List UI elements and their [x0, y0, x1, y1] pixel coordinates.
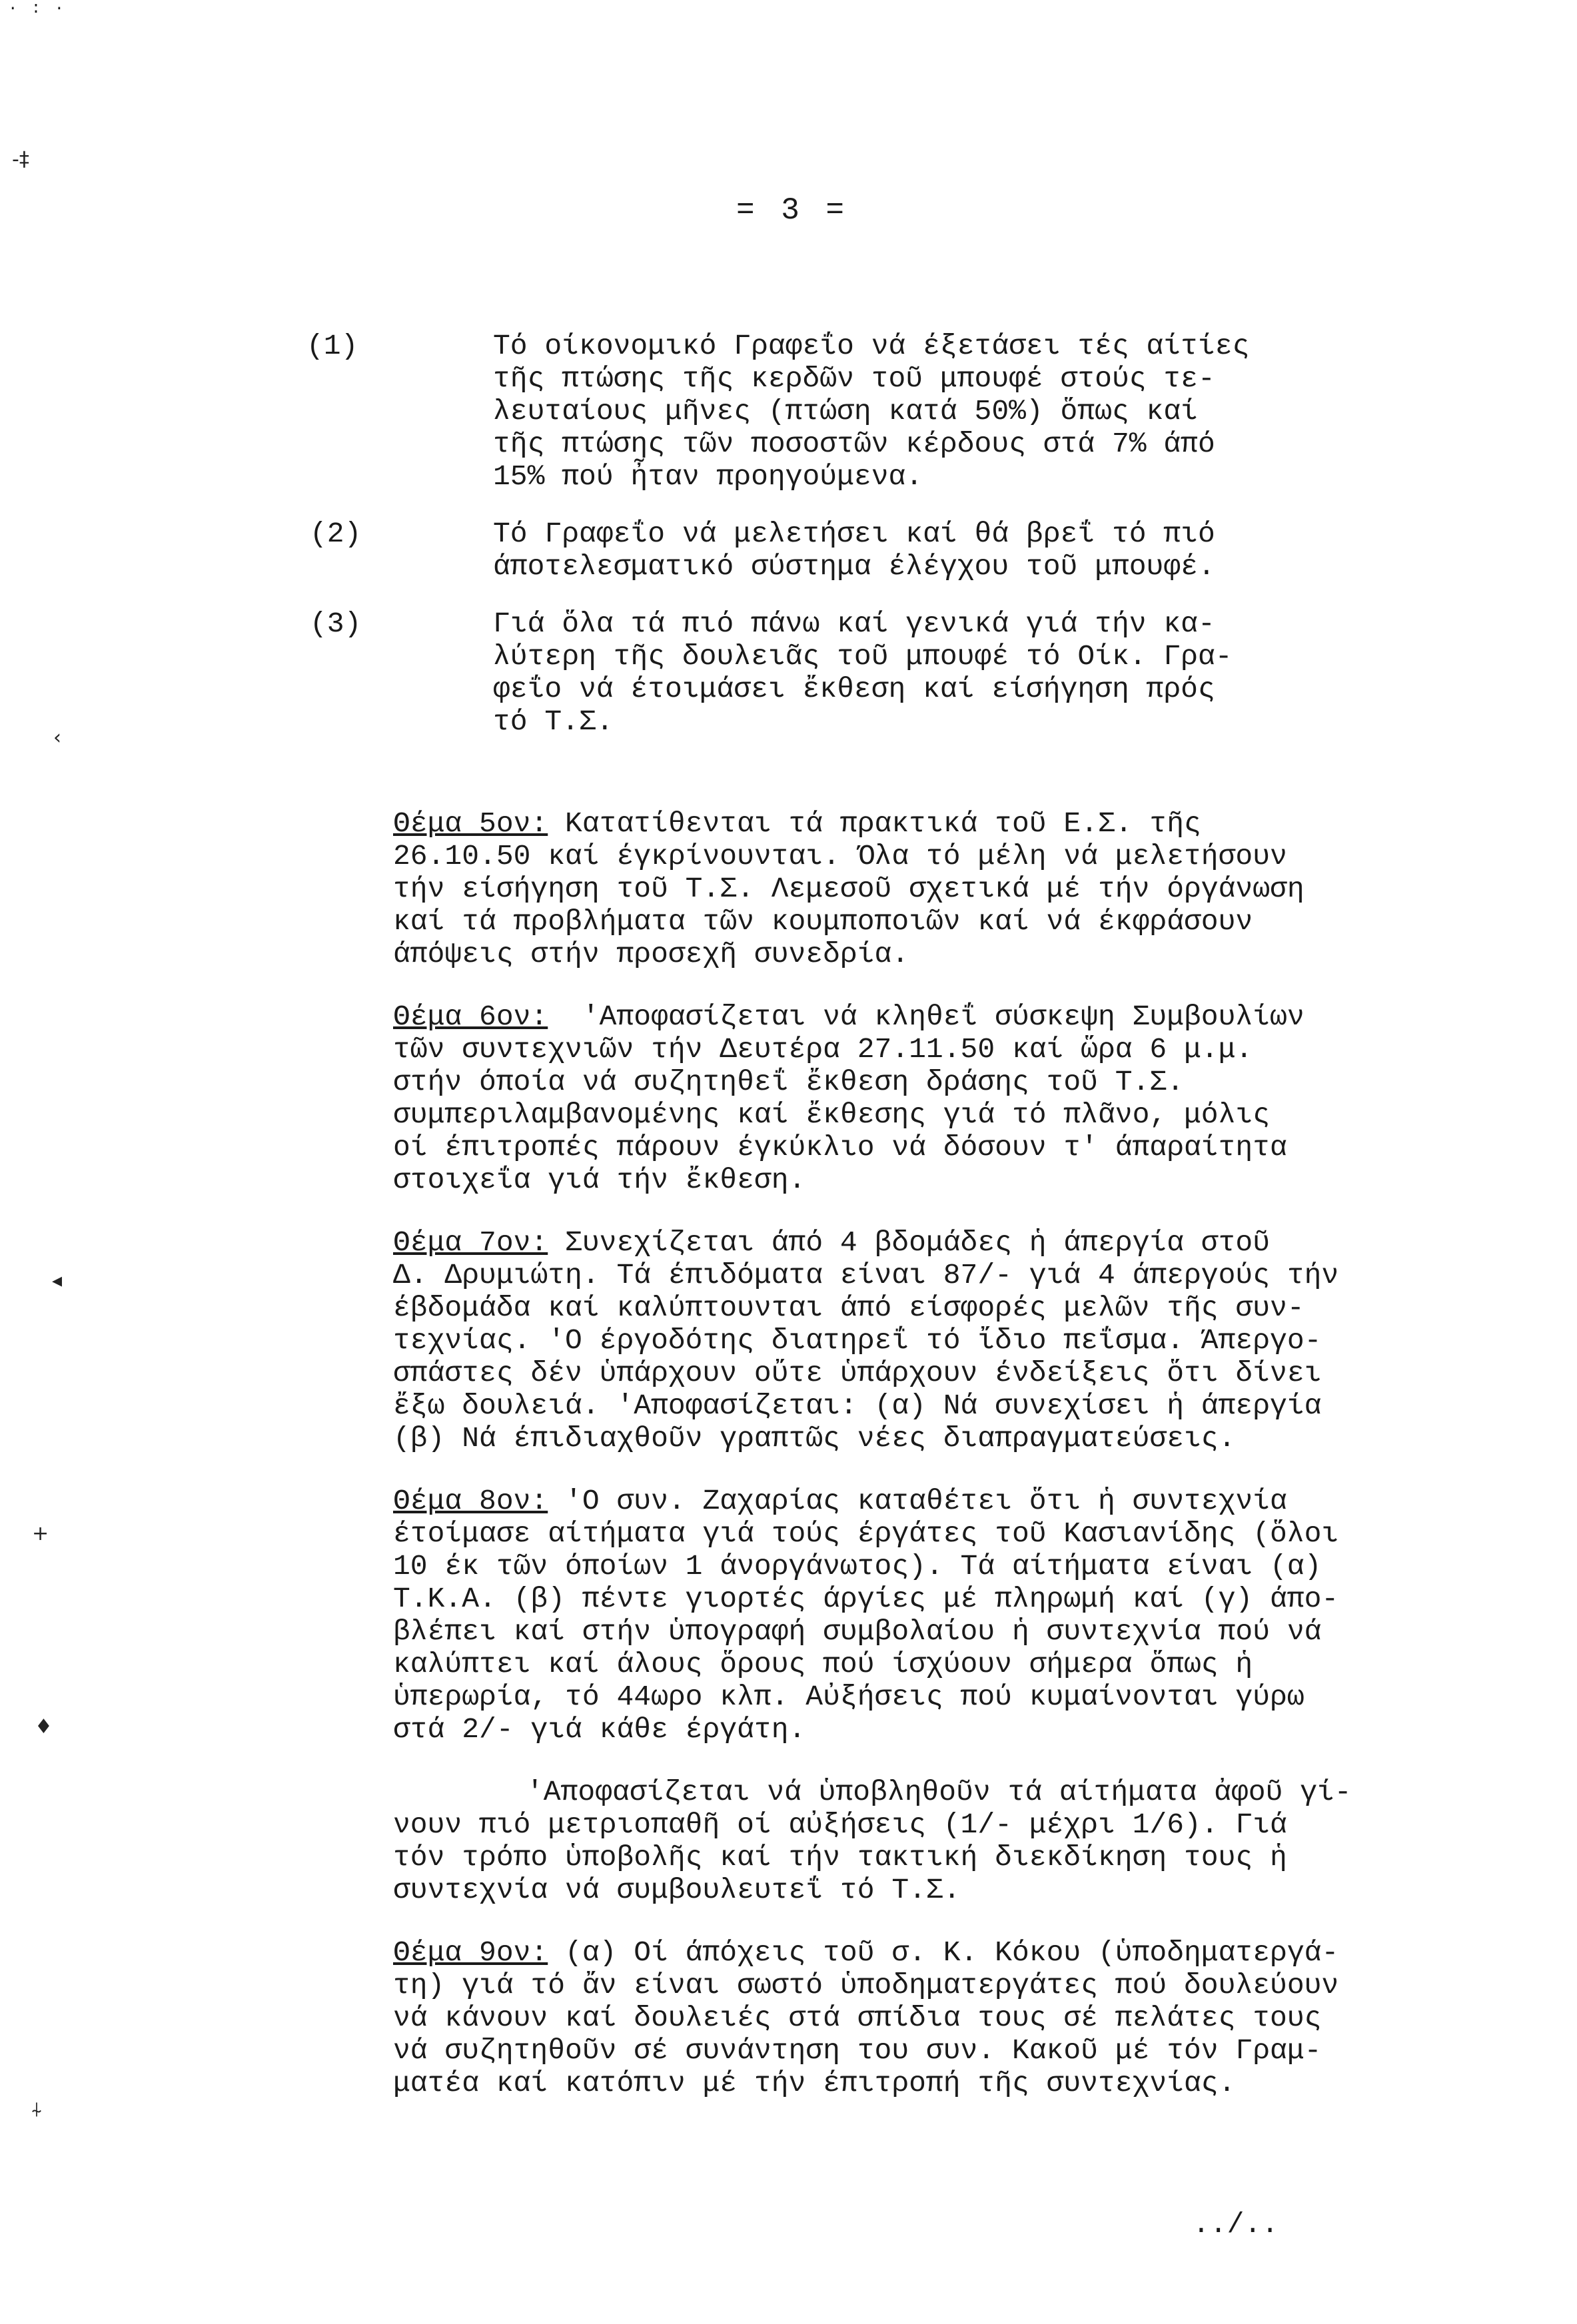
- binder-hole-mark: ⍭: [31, 2098, 43, 2122]
- theme-line: 10 έκ τῶν όποίων 1 άνοργάνωτος). Τά αίτήματα είναι (α): [393, 1550, 1322, 1583]
- document-body: [306, 330, 1539, 738]
- theme-7: [393, 1226, 1539, 1455]
- theme-first-line: Συνεχίζεται άπό 4 βδομάδες ἡ άπεργία στοῦ: [548, 1226, 1271, 1259]
- theme-line: σπάστες δέν ὑπάρχουν οὔτε ὑπάρχουν ένδείξεις ὅτι δίνει: [393, 1357, 1322, 1389]
- theme-line: ματέα καί κατόπιν μέ τήν έπιτροπή τῆς συντεχνίας.: [393, 2067, 1236, 2100]
- theme-line: νουν πιό μετριοπαθῆ οί αὐξήσεις (1/- μέχρι 1/6). Γιά: [393, 1808, 1287, 1841]
- theme-label: Θέμα 7ον:: [393, 1226, 548, 1259]
- theme-line: τόν τρόπο ὑποβολῆς καί τήν τακτική διεκδίκηση τους ἡ: [393, 1841, 1287, 1874]
- themes-section: [393, 807, 1539, 2100]
- binder-hole-mark: ◂: [52, 1269, 63, 1292]
- corner-marks: · : ·: [8, 0, 67, 18]
- item-line: λευταίους μῆνες (πτώση κατά 50%) ὅπως καί: [493, 395, 1198, 428]
- theme-line: βλέπει καί στήν ὑπογραφή συμβολαίου ἡ συντεχνία πού νά: [393, 1615, 1322, 1648]
- continuation-mark: ../..: [1193, 2208, 1279, 2241]
- theme-line: Τ.Κ.Α. (β) πέντε γιορτές άργίες μέ πληρωμή καί (γ) άπο-: [393, 1583, 1339, 1615]
- theme-first-line: (α) Οί άπόχεις τοῦ σ. Κ. Κόκου (ὑποδηματεργά-: [548, 1936, 1339, 1969]
- theme-line: τῶν συντεχνιῶν τήν Δευτέρα 27.11.50 καί ὥρα 6 μ.μ.: [393, 1033, 1253, 1066]
- item-number: (1): [306, 330, 358, 362]
- item-line: λύτερη τῆς δουλειᾶς τοῦ μπουφέ τό Οίκ. Γρα-: [493, 640, 1233, 673]
- item-number: (2): [310, 518, 362, 550]
- theme-line: συντεχνία νά συμβουλευτεΐ τό Τ.Σ.: [393, 1874, 961, 1906]
- page-number: = 3 =: [736, 193, 849, 228]
- item-number: (3): [310, 607, 362, 640]
- theme-line: (β) Νά έπιδιαχθοῦν γραπτῶς νέες διαπραγματεύσεις.: [393, 1422, 1236, 1455]
- theme-6: [393, 1000, 1539, 1196]
- binder-hole-mark: -‡: [12, 148, 29, 171]
- theme-line: τεχνίας. 'Ο έργοδότης διατηρεΐ τό ἴδιο πεΐσμα. Άπεργο-: [393, 1324, 1322, 1357]
- theme-line: άπόψεις στήν προσεχῆ συνεδρία.: [393, 938, 909, 970]
- item-line: φεΐο νά έτοιμάσει ἔκθεση καί είσήγηση πρός: [493, 673, 1215, 705]
- theme-line: νά κάνουν καί δουλειές στά σπίδια τους σέ πελάτες τους: [393, 2002, 1322, 2034]
- theme-line: τη) γιά τό ἄν είναι σωστό ὑποδηματεργάτες πού δουλεύουν: [393, 1969, 1339, 2002]
- theme-line: ὑπερωρία, τό 44ωρο κλπ. Αὐξήσεις πού κυμαίνονται γύρω: [393, 1681, 1305, 1713]
- list-item-2: [310, 518, 1539, 583]
- theme-label: Θέμα 5ον:: [393, 807, 548, 840]
- theme-line: στοιχεΐα γιά τήν ἔκθεση.: [393, 1164, 806, 1196]
- theme-line: συμπεριλαμβανομένης καί ἔκθεσης γιά τό πλᾶνο, μόλις: [393, 1098, 1271, 1131]
- theme-9: [393, 1936, 1539, 2100]
- theme-line: έτοίμασε αίτήματα γιά τούς έργάτες τοῦ Κασιανίδης (ὅλοι: [393, 1517, 1339, 1550]
- list-item-3: [310, 607, 1539, 738]
- list-item-1: [306, 330, 1539, 493]
- theme-label: Θέμα 8ον:: [393, 1485, 548, 1517]
- theme-8: [393, 1485, 1539, 1906]
- item-line: Τό Γραφεΐο νά μελετήσει καί θά βρεΐ τό πιό: [493, 518, 1215, 550]
- theme-line: έβδομάδα καί καλύπτουνται άπό είσφορές μελῶν τῆς συν-: [393, 1292, 1305, 1324]
- theme-label: Θέμα 6ον:: [393, 1000, 548, 1033]
- item-line: τῆς πτώσης τῶν ποσοστῶν κέρδους στά 7% άπό: [493, 428, 1215, 460]
- item-line: 15% πού ἦταν προηγούμενα.: [493, 460, 923, 493]
- theme-line: καί τά προβλήματα τῶν κουμποποιῶν καί νά έκφράσουν: [393, 905, 1253, 938]
- binder-hole-mark: +: [32, 1522, 49, 1545]
- item-line: Τό οίκονομικό Γραφεΐο νά έξετάσει τές αίτίες: [493, 330, 1250, 362]
- theme-line: ἔξω δουλειά. 'Αποφασίζεται: (α) Νά συνεχίσει ἡ άπεργία: [393, 1389, 1322, 1422]
- binder-hole-mark: ‹: [53, 726, 61, 749]
- item-line: άποτελεσματικό σύστημα έλέγχου τοῦ μπουφέ.: [493, 550, 1215, 583]
- theme-first-line: 'Ο συν. Ζαχαρίας καταθέτει ὅτι ἡ συντεχνία: [548, 1485, 1287, 1517]
- theme-5: [393, 807, 1539, 970]
- theme-line: καλύπτει καί άλους ὅρους πού ίσχύουν σήμερα ὅπως ἡ: [393, 1648, 1253, 1681]
- theme-line: οί έπιτροπές πάρουν έγκύκλιο νά δόσουν τ' άπαραίτητα: [393, 1131, 1287, 1164]
- theme-line: Δ. Δρυμιώτη. Τά έπιδόματα είναι 87/- γιά 4 άπεργούς τήν: [393, 1259, 1339, 1292]
- theme-first-line: 'Αποφασίζεται νά κληθεΐ σύσκεψη Συμβουλίων: [548, 1000, 1305, 1033]
- item-line: τῆς πτώσης τῆς κερδῶν τοῦ μπουφέ στούς τε-: [493, 362, 1215, 395]
- item-line: Γιά ὅλα τά πιό πάνω καί γενικά γιά τήν κα-: [493, 607, 1215, 640]
- theme-line: τήν είσήγηση τοῦ Τ.Σ. Λεμεσοῦ σχετικά μέ τήν όργάνωση: [393, 873, 1305, 905]
- theme-line: στά 2/- γιά κάθε έργάτη.: [393, 1713, 806, 1746]
- theme-first-line: Κατατίθενται τά πρακτικά τοῦ Ε.Σ. τῆς: [548, 807, 1201, 840]
- theme-line: 26.10.50 καί έγκρίνουνται. Όλα τό μέλη νά μελετήσουν: [393, 840, 1287, 873]
- theme-line: στήν όποία νά συζητηθεΐ ἔκθεση δράσης τοῦ Τ.Σ.: [393, 1066, 1184, 1098]
- theme-label: Θέμα 9ον:: [393, 1936, 548, 1969]
- item-line: τό Τ.Σ.: [493, 705, 614, 738]
- theme-line: νά συζητηθοῦν σέ συνάντηση του συν. Κακοῦ μέ τόν Γραμ-: [393, 2034, 1322, 2067]
- binder-hole-mark: ♦: [35, 1715, 53, 1739]
- theme-line: 'Αποφασίζεται νά ὑποβληθοῦν τά αίτήματα ἀφοῦ γί-: [526, 1776, 1352, 1808]
